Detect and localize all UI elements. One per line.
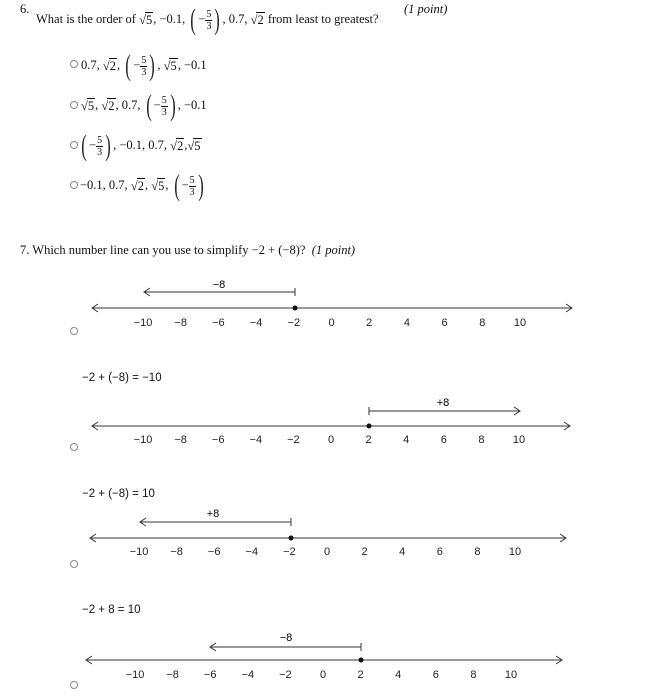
tick-label: 8 [478,434,485,446]
tick-label: −4 [249,434,263,446]
tick-label: 0 [327,434,335,446]
arrow-label: −8 [212,279,226,291]
tick-label: 10 [504,669,518,681]
tick-label: 10 [512,434,526,446]
tick-label: 6 [441,317,448,329]
tick-label: −10 [133,317,153,329]
sqrt-2: √2 [250,12,264,27]
q6-option-d[interactable]: −0.1, 0.7, √2, √5, ( − $\frac{5}{3}$ ) [80,169,204,202]
tick-label: 2 [357,669,364,681]
tick-label: 2 [365,434,372,446]
tick-label: 0 [319,669,327,681]
tick-label: −2 [279,669,292,681]
tick-label: 0 [328,317,335,329]
tick-label: −4 [249,317,263,329]
arrow-label: −8 [279,632,293,644]
point-marker [289,536,294,541]
tick-label: −4 [245,546,259,558]
term-neg-01: −0.1, [159,11,186,26]
tick-label: −10 [133,434,153,446]
arrow-label: +8 [206,508,220,520]
tick-label: 6 [432,669,439,681]
q7-option-b-radio[interactable] [70,443,78,451]
q6-option-d-radio[interactable] [70,181,78,189]
tick-label: −8 [170,546,183,558]
equation-c: −2 + (−8) = 10 [82,488,155,500]
q6-option-c[interactable]: ( − $\frac{5}{3}$ ) , −0.1, 0.7, √2,√5 [81,129,201,162]
term-07: 0.7, [228,11,248,26]
q6-option-c-radio[interactable] [70,141,78,149]
tick-label: −2 [287,317,301,329]
tick-label: 4 [399,546,406,558]
tick-label: 4 [403,434,410,446]
question-6-prefix: What is the order of [36,11,136,26]
tick-label: 0 [323,546,331,558]
tick-label: −4 [241,669,255,681]
tick-label: 2 [361,546,368,558]
question-6-number: 6. [20,2,30,16]
equation-d: −2 + 8 = 10 [82,604,141,616]
q7-option-c-radio[interactable] [70,560,78,568]
tick-label: 6 [436,546,443,558]
number-line-c [0,500,649,570]
number-line-d [0,620,649,690]
equation-b: −2 + (−8) = −10 [82,372,162,384]
tick-label: −6 [212,317,225,329]
neg-sign: − [198,11,206,26]
tick-label: 8 [474,546,481,558]
tick-label: 4 [395,669,402,681]
question-6-points: (1 point) [404,2,448,16]
question-7-points: (1 point) [311,243,356,257]
tick-label: 4 [403,317,410,329]
question-6-prompt: What is the order of √5, −0.1, ( − $\frac{5}{3}$ ) , 0.7, √2 from least to greatest? [36,3,379,36]
q7-option-a-radio[interactable] [70,327,78,335]
tick-label: −2 [283,546,296,558]
tick-label: −6 [203,669,217,681]
tick-label: −2 [287,434,300,446]
tick-label: 2 [366,317,373,329]
question-7-prompt: 7. Which number line can you use to simplify −2 + (−8)? (1 point) [20,243,356,257]
tick-label: −10 [129,546,149,558]
fraction-5-3: $\frac{5}{3}$ [206,8,212,32]
sqrt-5: √5 [139,12,153,27]
tick-label: −6 [211,434,225,446]
tick-label: −6 [207,546,221,558]
q6-option-a-radio[interactable] [70,60,78,68]
tick-label: 10 [508,546,522,558]
tick-label: 6 [440,434,447,446]
point-marker [367,424,372,429]
number-line-a [0,270,649,340]
q6-option-b-radio[interactable] [70,101,78,109]
q7-option-d-radio[interactable] [70,681,78,689]
tick-label: −10 [125,669,145,681]
question-6-suffix: from least to greatest? [267,11,379,26]
tick-label: 8 [470,669,477,681]
tick-label: 10 [513,317,527,329]
q6-option-a[interactable]: 0.7, √2, ( − $\frac{5}{3}$ ) , √5, −0.1 [81,49,207,82]
arrow-label: +8 [436,397,450,409]
tick-label: −8 [166,669,179,681]
tick-label: 8 [479,317,486,329]
tick-label: −8 [174,434,187,446]
tick-label: −8 [174,317,187,329]
point-marker [293,306,298,311]
number-line-b [0,386,649,456]
q6-option-b[interactable]: √5, √2, 0.7, ( − $\frac{5}{3}$ ) , −0.1 [81,89,207,122]
point-marker [359,658,364,663]
